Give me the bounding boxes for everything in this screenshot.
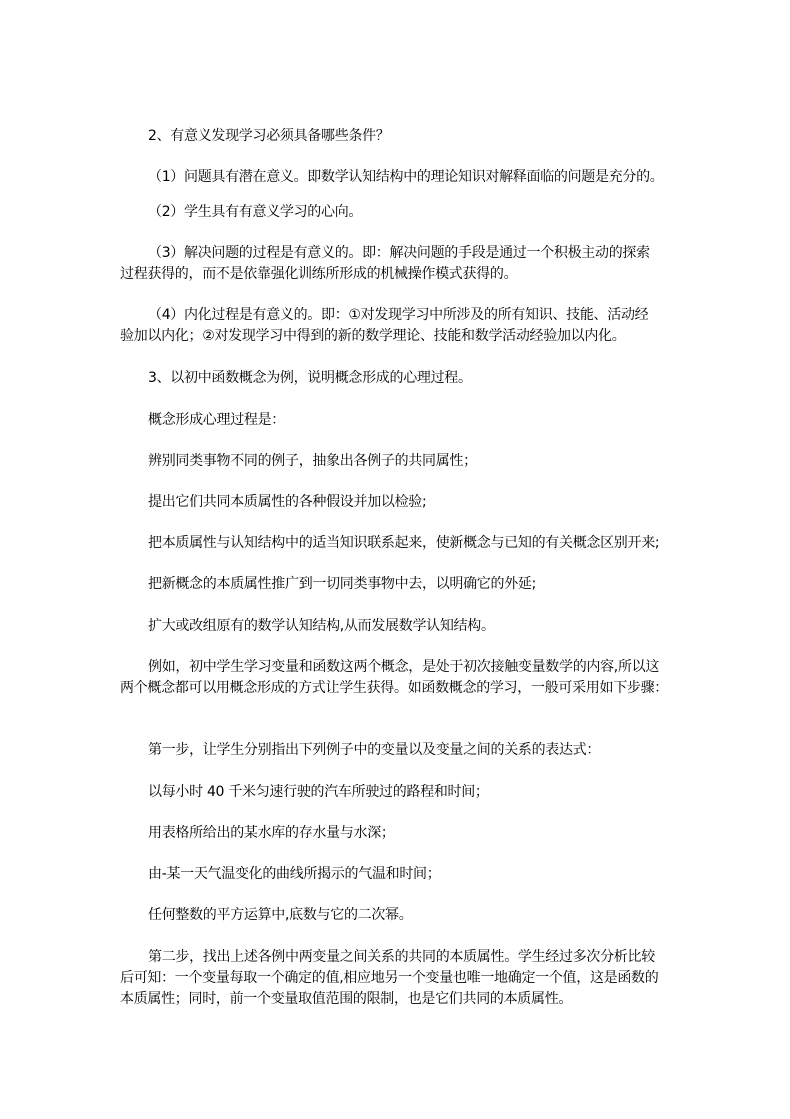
condition-3-line-2: 过程获得的，而不是依靠强化训练所形成的机械操作模式获得的。 [120,266,518,282]
process-step: 提出它们共同本质属性的各种假设并加以检验; [148,494,427,510]
example-line-1: 例如，初中学生学习变量和函数这两个概念，是处于初次接触变量数学的内容,所以这 [148,659,660,675]
question-3-heading: 3、以初中函数概念为例，说明概念形成的心理过程。 [148,370,472,386]
step-2-line-2: 后可知：一个变量每取一个确定的值,相应地另一个变量也唯一地确定一个值，这是函数的 [120,970,659,986]
condition-2: （2）学生具有有意义学习的心向。 [148,204,363,220]
step-1: 第一步，让学生分别指出下列例子中的变量以及变量之间的关系的表达式： [148,742,601,758]
process-step: 扩大或改组原有的数学认知结构,从而发展数学认知结构。 [148,618,495,634]
process-step: 把新概念的本质属性推广到一切同类事物中去，以明确它的外延; [148,576,537,592]
example-item: 以每小时 40 千米匀速行驶的汽车所驶过的路程和时间； [148,784,489,800]
condition-3-line-1: （3）解决问题的过程是有意义的。即：解决问题的手段是通过一个积极主动的探索 [148,245,650,261]
example-item: 由-某一天气温变化的曲线所揭示的气温和时间； [148,866,441,882]
step-2-line-1: 第二步，找出上述各例中两变量之间关系的共同的本质属性。学生经过多次分析比较 [148,949,655,965]
step-2-line-3: 本质属性；同时，前一个变量取值范围的限制，也是它们共同的本质属性。 [120,991,573,1007]
question-2-heading: 2、有意义发现学习必须具备哪些条件？ [148,128,390,144]
example-line-2: 两个概念都可以用概念形成的方式让学生获得。如函数概念的学习，一般可采用如下步骤： [120,680,668,696]
process-step: 辨别同类事物不同的例子，抽象出各例子的共同属性； [148,453,477,469]
process-step: 把本质属性与认知结构中的适当知识联系起来，使新概念与已知的有关概念区别开来; [148,535,660,551]
condition-1: （1）问题具有潜在意义。即数学认知结构中的理论知识对解释面临的问题是充分的。 [148,169,664,185]
condition-4-line-2: 验加以内化；②对发现学习中得到的新的数学理论、技能和数学活动经验加以内化。 [120,328,626,344]
example-item: 任何整数的平方运算中,底数与它的二次幂。 [148,907,413,923]
example-item: 用表格所给出的某水库的存水量与水深； [148,825,395,841]
condition-4-line-1: （4）内化过程是有意义的。即：①对发现学习中所涉及的所有知识、技能、活动经 [148,307,649,323]
process-intro: 概念形成心理过程是： [148,412,285,428]
